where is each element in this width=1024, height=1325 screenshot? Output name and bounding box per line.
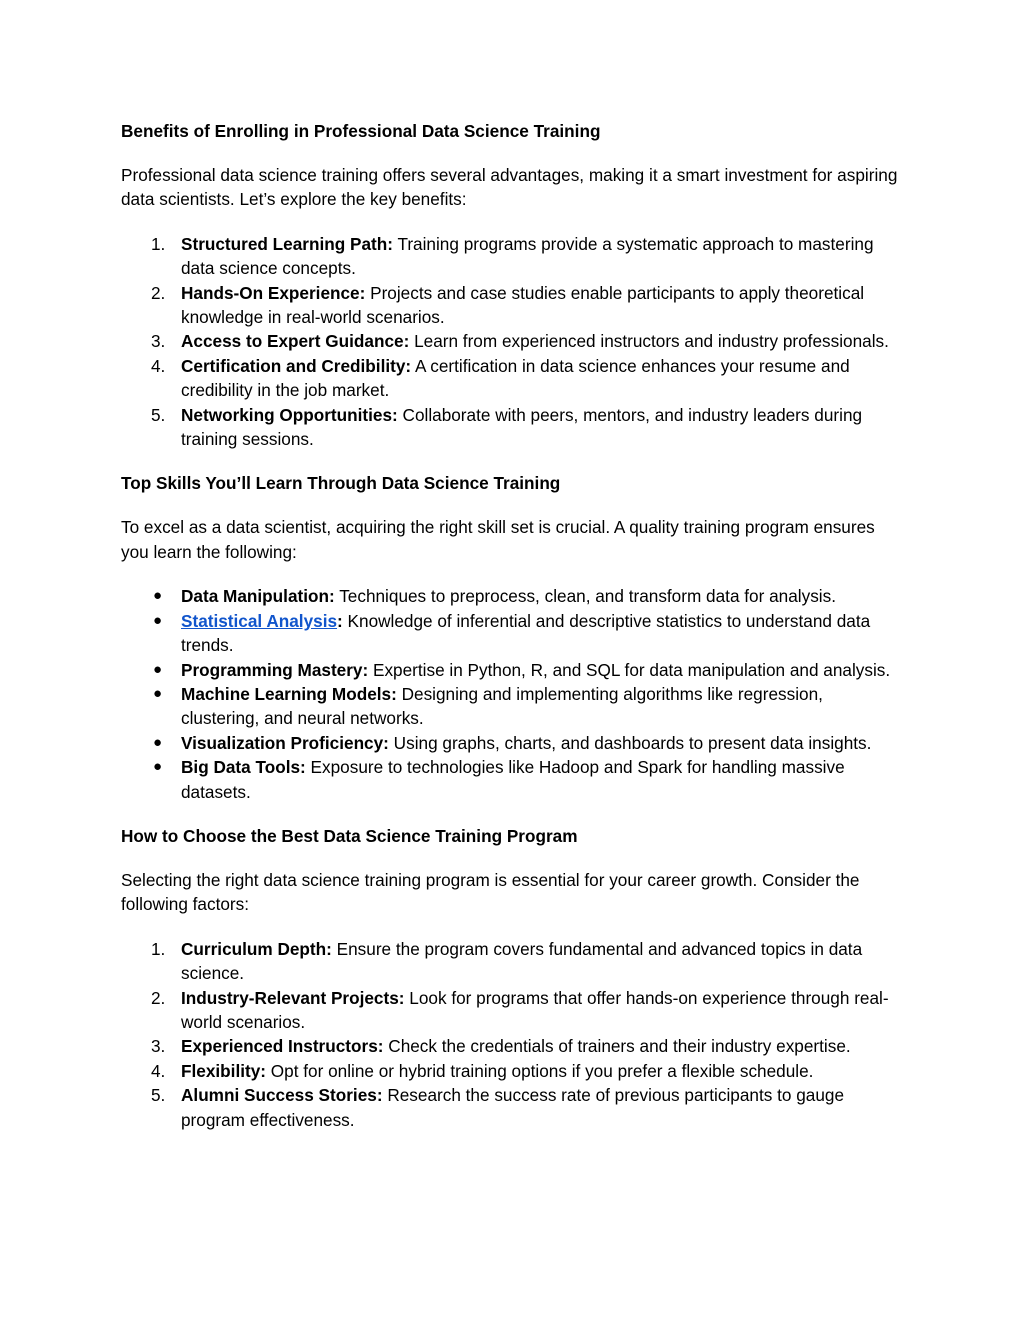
- section-benefits: [121, 119, 906, 451]
- list-item-text: Projects and case studies enable participants to apply theoretical knowledge in real-world scenarios.: [181, 282, 865, 328]
- list-item-text: A certification in data science enhances your resume and credibility in the job market.: [181, 355, 850, 401]
- bullet-icon: ●: [153, 733, 163, 751]
- list-item: [121, 584, 906, 608]
- bullet-icon: ●: [153, 660, 163, 678]
- numbered-list: [121, 232, 906, 452]
- list-number: 5.: [151, 404, 166, 425]
- list-item-text: Check the credentials of trainers and their industry expertise.: [383, 1036, 851, 1057]
- list-item-term: Curriculum Depth:: [181, 938, 332, 959]
- list-item: [121, 1083, 906, 1132]
- section-heading: Top Skills You’ll Learn Through Data Science Training: [121, 473, 561, 494]
- list-item-term: Hands-On Experience:: [181, 282, 366, 303]
- list-item-text: Exposure to technologies like Hadoop and Spark for handling massive datasets.: [181, 757, 845, 802]
- list-number: 3.: [151, 331, 166, 352]
- list-item-text: Techniques to preprocess, clean, and transform data for analysis.: [334, 586, 836, 607]
- list-item-text: Collaborate with peers, mentors, and industry leaders during training sessions.: [181, 404, 863, 450]
- bullet-icon: ●: [153, 684, 163, 702]
- section-heading: Benefits of Enrolling in Professional Data Science Training: [121, 121, 601, 141]
- list-item-term: Access to Expert Guidance:: [181, 331, 410, 352]
- list-item-text: Learn from experienced instructors and industry professionals.: [409, 331, 889, 352]
- list-number: 4.: [151, 355, 166, 376]
- list-number: 2.: [151, 987, 166, 1008]
- list-item-text: Ensure the program covers fundamental and advanced topics in data science.: [181, 938, 863, 984]
- list-number: 5.: [151, 1085, 166, 1106]
- bullet-icon: ●: [153, 611, 163, 629]
- list-item-term: Big Data Tools:: [181, 757, 306, 778]
- list-item-text: Knowledge of inferential and descriptive statistics to understand data trends.: [181, 610, 871, 656]
- list-item-text: Using graphs, charts, and dashboards to present data insights.: [388, 732, 872, 753]
- list-item: [121, 1034, 906, 1058]
- list-item-text: Opt for online or hybrid training options if you prefer a flexible schedule.: [266, 1060, 814, 1081]
- bullet-icon: ●: [153, 587, 163, 605]
- list-item: [121, 682, 906, 731]
- statistical-analysis-link[interactable]: Statistical Analysis: [181, 610, 338, 631]
- list-item: [121, 937, 906, 986]
- list-item-text: Research the success rate of previous participants to gauge program effectiveness.: [181, 1085, 844, 1130]
- list-item: [121, 755, 906, 804]
- list-item-text: Expertise in Python, R, and SQL for data manipulation and analysis.: [368, 659, 891, 680]
- list-item-term: Certification and Credibility:: [181, 355, 412, 376]
- list-item-text: Designing and implementing algorithms like regression, clustering, and neural networks.: [181, 683, 823, 729]
- list-item: [121, 281, 906, 330]
- section-intro: Professional data science training offers several advantages, making it a smart investment for aspiring data scientists. Let’s explore the key benefits:: [121, 165, 898, 210]
- numbered-list: [121, 937, 906, 1132]
- list-item-term: Programming Mastery:: [181, 659, 369, 680]
- list-item-text: Training programs provide a systematic approach to mastering data science concepts.: [181, 233, 874, 279]
- list-item-term: Experienced Instructors:: [181, 1036, 384, 1057]
- list-item: [121, 329, 906, 353]
- list-item: [121, 731, 906, 755]
- list-item-term: :: [337, 610, 343, 631]
- section-skills: [121, 471, 906, 803]
- list-item-term: Alumni Success Stories:: [181, 1085, 383, 1106]
- list-number: 1.: [151, 938, 166, 959]
- list-item-text: Look for programs that offer hands-on experience through real-world scenarios.: [181, 987, 889, 1032]
- document-page: [121, 119, 906, 1132]
- list-item: [121, 403, 906, 452]
- bullet-list: [121, 584, 906, 804]
- list-item-term: Data Manipulation:: [181, 586, 335, 607]
- list-number: 4.: [151, 1060, 166, 1081]
- list-item: [121, 658, 906, 682]
- list-item-term: Machine Learning Models:: [181, 683, 397, 704]
- list-number: 3.: [151, 1036, 166, 1057]
- bullet-icon: ●: [153, 758, 163, 776]
- list-item: [121, 609, 906, 658]
- list-item-term: Visualization Proficiency:: [181, 732, 389, 753]
- list-number: 2.: [151, 282, 166, 303]
- list-item: [121, 354, 906, 403]
- list-item-term: Structured Learning Path:: [181, 233, 393, 254]
- list-item: [121, 1059, 906, 1083]
- section-heading: How to Choose the Best Data Science Training Program: [121, 825, 578, 846]
- list-item-term: Industry-Relevant Projects:: [181, 987, 405, 1008]
- section-intro: Selecting the right data science training program is essential for your career growth. Consider the following factors:: [121, 869, 860, 915]
- list-item: [121, 232, 906, 281]
- section-intro: To excel as a data scientist, acquiring the right skill set is crucial. A quality training program ensures you learn the following:: [121, 517, 875, 562]
- section-choose-program: [121, 824, 906, 1132]
- list-number: 1.: [151, 233, 166, 254]
- list-item-term: Networking Opportunities:: [181, 404, 398, 425]
- list-item-term: Flexibility:: [181, 1060, 266, 1081]
- list-item: [121, 986, 906, 1035]
